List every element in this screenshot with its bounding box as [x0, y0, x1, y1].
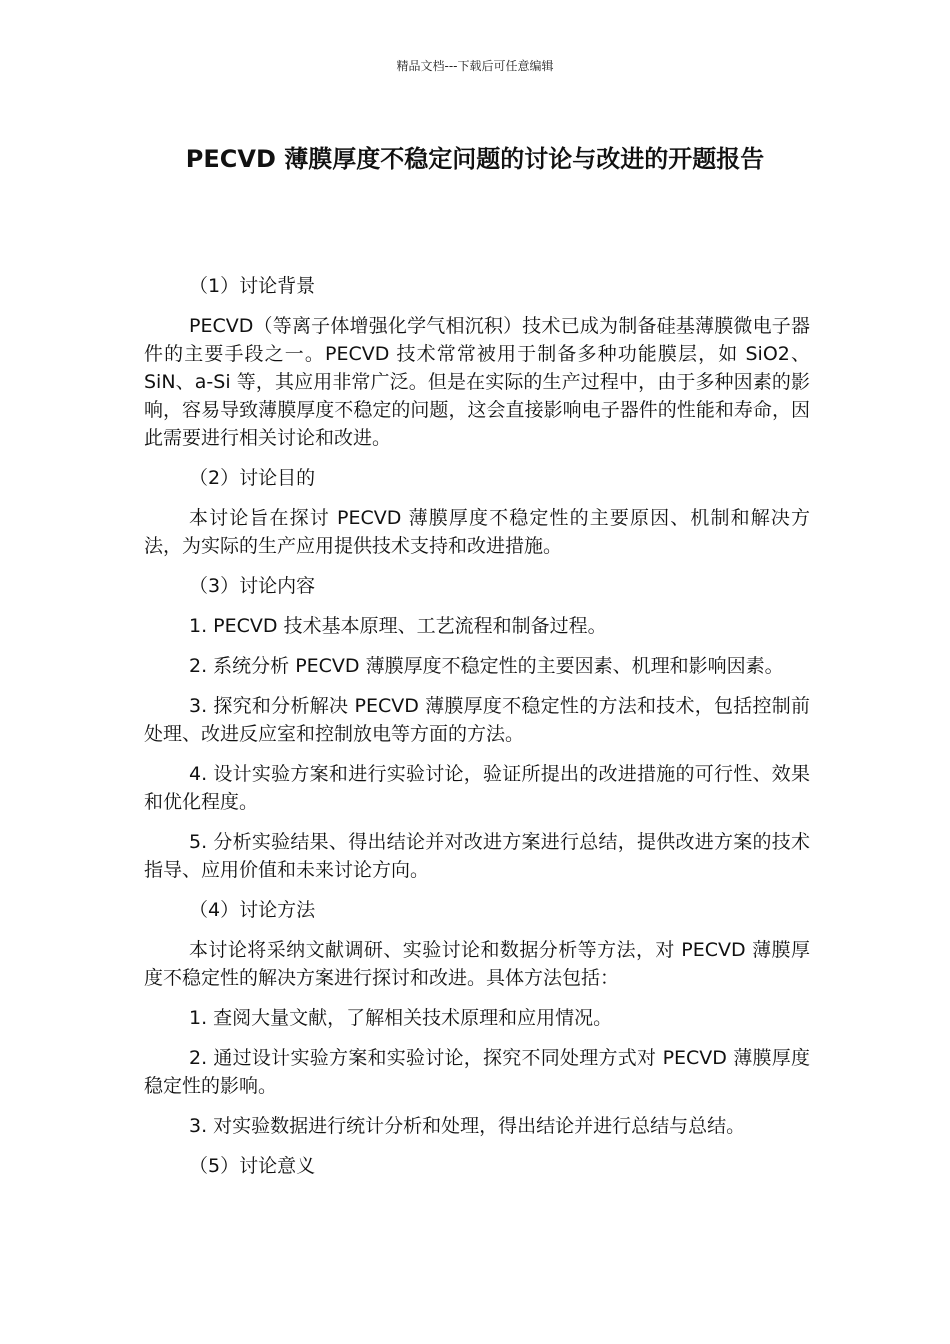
- purpose-paragraph: 本讨论旨在探讨 PECVD 薄膜厚度不稳定性的主要原因、机制和解决方法，为实际的生产应用提供技术支持和改进措施。: [144, 507, 810, 557]
- section-heading-purpose: （2）讨论目的: [189, 467, 316, 489]
- content-item-3: 3. 探究和分析解决 PECVD 薄膜厚度不稳定性的方法和技术，包括控制前处理、改进反应室和控制放电等方面的方法。: [144, 695, 810, 745]
- section-heading-significance: （5）讨论意义: [189, 1155, 316, 1177]
- content-item-1: 1. PECVD 技术基本原理、工艺流程和制备过程。: [189, 615, 607, 637]
- section-heading-content: （3）讨论内容: [189, 575, 316, 597]
- document-title: PECVD 薄膜厚度不稳定问题的讨论与改进的开题报告: [185, 145, 765, 173]
- method-item-2: 2. 通过设计实验方案和实验讨论，探究不同处理方式对 PECVD 薄膜厚度稳定性的影响。: [144, 1047, 810, 1097]
- section-heading-method: （4）讨论方法: [189, 899, 316, 921]
- content-item-4: 4. 设计实验方案和进行实验讨论，验证所提出的改进措施的可行性、效果和优化程度。: [144, 763, 810, 813]
- section-heading-background: （1）讨论背景: [189, 275, 316, 297]
- background-paragraph: PECVD（等离子体增强化学气相沉积）技术已成为制备硅基薄膜微电子器件的主要手段之一。PECVD 技术常常被用于制备多种功能膜层，如 SiO2、SiN、a-Si 等，其应用非常广泛。但是在实际的生产过程中，由于多种因素的影响，容易导致薄膜厚度不稳定的问题，这会直接影响电子器件的性能和寿命，因此需要进行相关讨论和改进。: [144, 315, 810, 449]
- content-item-5: 5. 分析实验结果、得出结论并对改进方案进行总结，提供改进方案的技术指导、应用价值和未来讨论方向。: [144, 831, 810, 881]
- method-item-1: 1. 查阅大量文献，了解相关技术原理和应用情况。: [189, 1007, 613, 1029]
- header-watermark: 精品文档---下载后可任意编辑: [396, 59, 554, 73]
- method-item-3: 3. 对实验数据进行统计分析和处理，得出结论并进行总结与总结。: [189, 1115, 746, 1137]
- document-body: [144, 272, 810, 1192]
- content-item-2: 2. 系统分析 PECVD 薄膜厚度不稳定性的主要因素、机理和影响因素。: [189, 655, 784, 677]
- method-paragraph: 本讨论将采纳文献调研、实验讨论和数据分析等方法，对 PECVD 薄膜厚度不稳定性的解决方案进行探讨和改进。具体方法包括：: [144, 939, 810, 989]
